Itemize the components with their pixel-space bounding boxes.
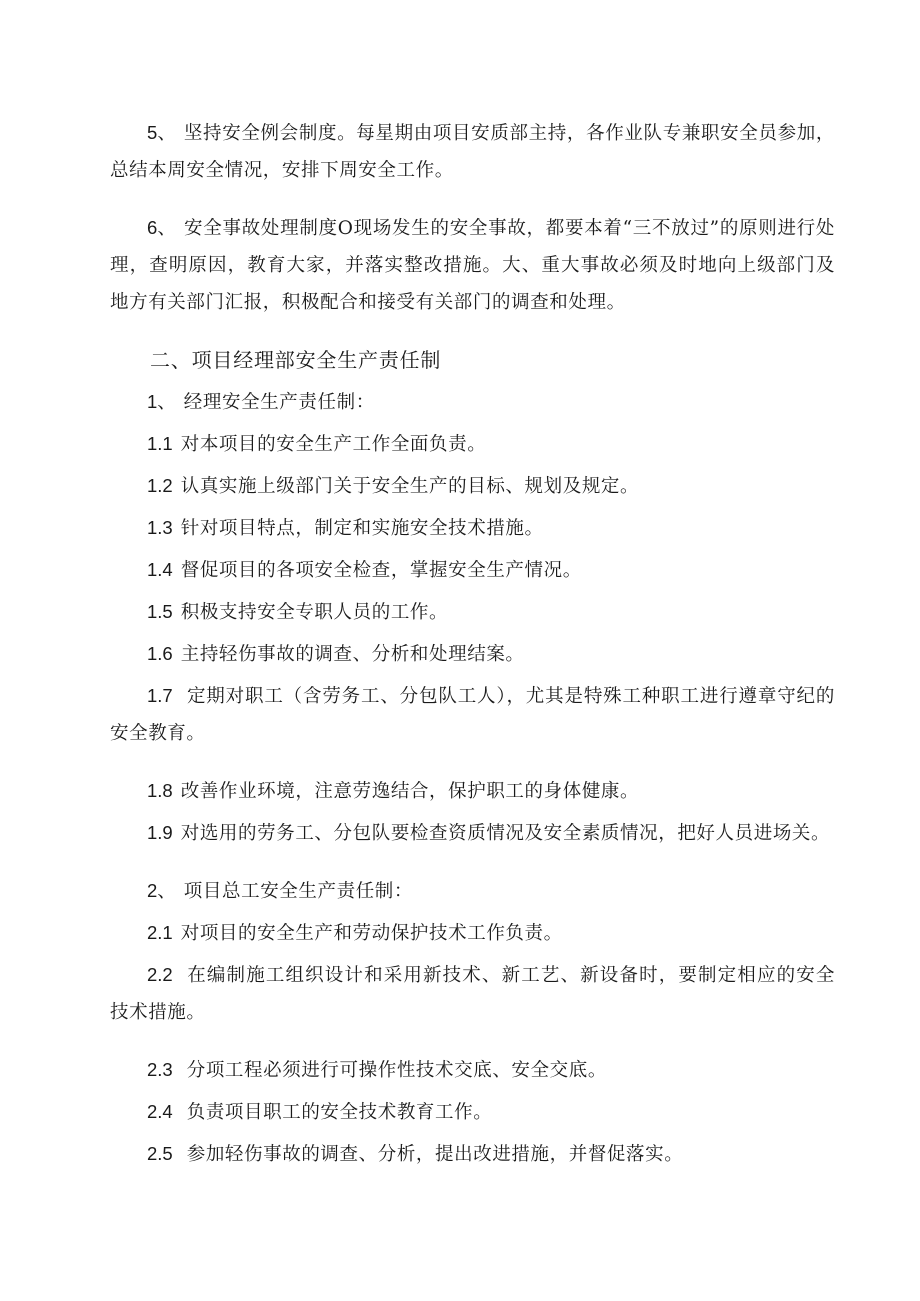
clause-text: 在编制施工组织设计和采用新技术、新工艺、新设备时，要制定相应的安全技术措施。 <box>110 965 835 1023</box>
clause-text: 分项工程必须进行可操作性技术交底、安全交底。 <box>186 1060 607 1081</box>
clause-2-4 <box>110 1093 835 1131</box>
clause-text: 积极支持安全专职人员的工作。 <box>180 602 449 623</box>
clause-2-3 <box>110 1051 835 1089</box>
clause-text: 认真实施上级部门关于安全生产的目标、规划及规定。 <box>180 476 640 497</box>
clause-2-2 <box>110 956 835 1031</box>
clause-text: 对本项目的安全生产工作全面负责。 <box>180 434 487 455</box>
paragraph-number: 6、 <box>147 217 177 238</box>
paragraph-number: 5、 <box>147 122 176 143</box>
group-title-text: 经理安全生产责任制： <box>183 392 375 413</box>
clause-1-4 <box>110 551 835 589</box>
group-number: 2、 <box>147 880 176 901</box>
group-title-2 <box>110 872 835 910</box>
document-body <box>110 114 835 1177</box>
clause-number: 1.3 <box>147 517 173 538</box>
clause-number: 1.6 <box>147 643 173 664</box>
clause-text: 督促项目的各项安全检查，掌握安全生产情况。 <box>180 560 582 581</box>
clause-1-7 <box>110 677 835 752</box>
clause-number: 1.9 <box>147 822 173 843</box>
clause-number: 2.3 <box>147 1059 173 1080</box>
clause-text: 定期对职工（含劳务工、分包队工人），尤其是特殊工种职工进行遵章守纪的安全教育。 <box>110 686 835 744</box>
clause-1-2 <box>110 467 835 505</box>
clause-number: 2.1 <box>147 922 173 943</box>
clause-number: 1.2 <box>147 475 173 496</box>
paragraph-text: 坚持安全例会制度。每星期由项目安质部主持，各作业队专兼职安全员参加，总结本周安全情况，安排下周安全工作。 <box>110 123 836 181</box>
paragraph-5 <box>110 114 835 189</box>
clause-number: 1.1 <box>147 433 173 454</box>
clause-1-3 <box>110 509 835 547</box>
clause-1-9 <box>110 814 835 852</box>
group-title-1 <box>110 383 835 421</box>
section-heading: 二、项目经理部安全生产责任制 <box>150 348 442 372</box>
clause-text: 针对项目特点，制定和实施安全技术措施。 <box>180 518 544 539</box>
clause-1-1 <box>110 425 835 463</box>
clause-text: 参加轻伤事故的调查、分析，提出改进措施，并督促落实。 <box>186 1144 684 1165</box>
clause-1-8 <box>110 772 835 810</box>
clause-text: 主持轻伤事故的调查、分析和处理结案。 <box>180 644 525 665</box>
group-number: 1、 <box>147 391 176 412</box>
clause-number: 1.8 <box>147 780 173 801</box>
clause-1-5 <box>110 593 835 631</box>
clause-text: 对项目的安全生产和劳动保护技术工作负责。 <box>180 923 563 944</box>
group-title-text: 项目总工安全生产责任制： <box>183 881 413 902</box>
clause-text: 对选用的劳务工、分包队要检查资质情况及安全素质情况，把好人员进场关。 <box>180 823 831 844</box>
clause-number: 1.7 <box>147 685 173 706</box>
clause-1-6 <box>110 635 835 673</box>
clause-2-1 <box>110 914 835 952</box>
clause-text: 负责项目职工的安全技术教育工作。 <box>186 1102 493 1123</box>
clause-number: 1.4 <box>147 559 173 580</box>
clause-number: 2.5 <box>147 1143 173 1164</box>
clause-text: 改善作业环境，注意劳逸结合，保护职工的身体健康。 <box>180 781 640 802</box>
clause-number: 2.4 <box>147 1101 173 1122</box>
paragraph-6 <box>110 209 835 321</box>
clause-number: 2.2 <box>147 964 173 985</box>
paragraph-text: 安全事故处理制度O现场发生的安全事故，都要本着“三不放过”的原则进行处理，查明原因，教育大家，并落实整改措施。大、重大事故必须及时地向上级部门及地方有关部门汇报，积极配合和接受有关部门的调查和处理。 <box>110 218 835 313</box>
clause-number: 1.5 <box>147 601 173 622</box>
clause-2-5 <box>110 1135 835 1173</box>
